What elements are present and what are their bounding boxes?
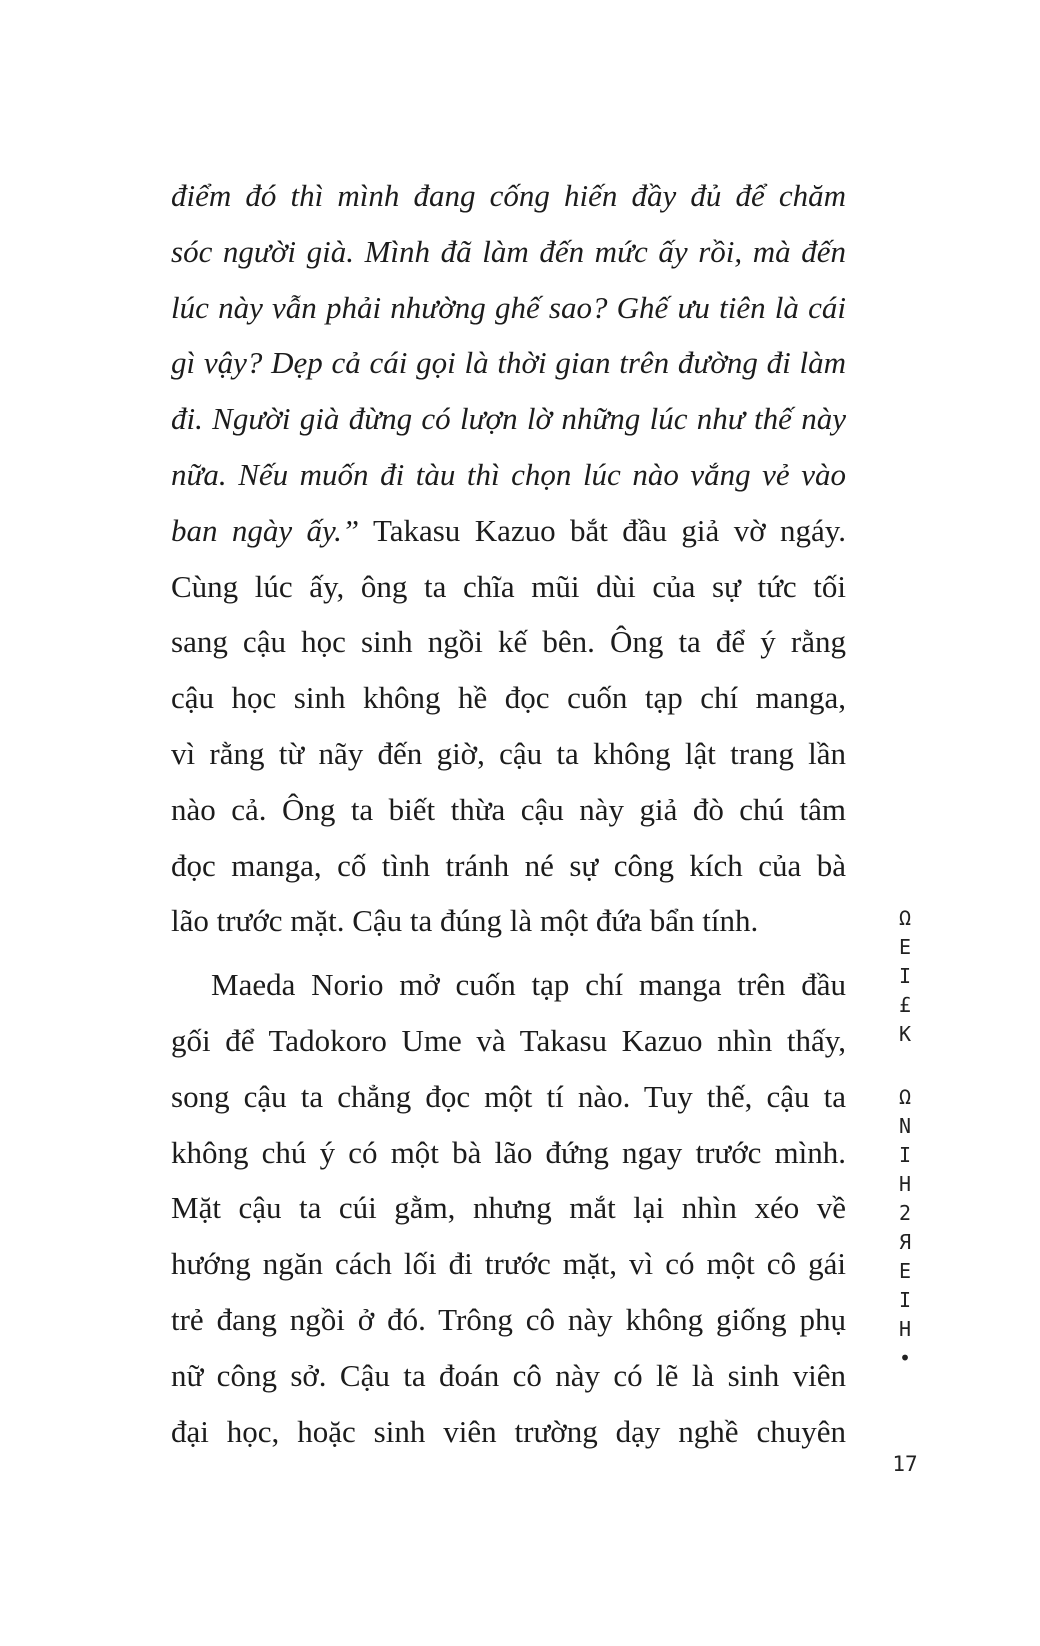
paragraph-gap [171,949,846,957]
running-head-glyph: Я [898,1230,912,1254]
running-head-glyph: Ω [898,906,912,930]
running-head-glyph: H [898,1172,912,1196]
page-number: 17 [892,1452,918,1476]
text-line: gối để Tadokoro Ume và Takasu Kazuo nhìn thấy, [171,1022,846,1058]
text-line: gì vậy? Dẹp cả cái gọi là thời gian trên đường đi làm [171,345,846,381]
running-head-glyph: N [898,1114,912,1138]
running-head-glyph: Ω [898,1085,912,1109]
running-head-glyph: 2 [898,1201,912,1225]
text-line: nào cả. Ông ta biết thừa cậu này giả đò chú tâm [171,791,846,827]
running-head-glyph: E [898,1259,912,1283]
text-line: hướng ngăn cách lối đi trước mặt, vì có một cô gái [171,1246,846,1282]
text-line: Mặt cậu ta cúi gằm, nhưng mắt lại nhìn xéo về [171,1190,846,1226]
text-line: đại học, hoặc sinh viên trường dạy nghề chuyên [171,1413,846,1449]
running-head-glyph: K [898,1022,912,1046]
text-line: sang cậu học sinh ngồi kế bên. Ông ta để ý rằng [171,624,846,660]
paragraph-2 [171,957,846,1459]
text-line: song cậu ta chẳng đọc một tí nào. Tuy thế, cậu ta [171,1078,846,1114]
running-head-glyph: I [898,1288,912,1312]
text-line: sóc người già. Mình đã làm đến mức ấy rồi, mà đến [171,233,846,269]
text-line: nữa. Nếu muốn đi tàu thì chọn lúc nào vắng vẻ vào [171,456,846,492]
text-line: lúc này vẫn phải nhường ghế sao? Ghế ưu tiên là cái [171,289,846,325]
text-line: không chú ý có một bà lão đứng ngay trước mình. [171,1134,846,1170]
running-head-glyph: E [898,935,912,959]
text-line: lão trước mặt. Cậu ta đúng là một đứa bẩn tính. [171,903,759,939]
running-head-glyph: I [898,964,912,988]
text-line: đọc manga, cố tình tránh né sự công kích của bà [171,847,846,883]
running-head-glyph: £ [898,993,912,1017]
text-line: điểm đó thì mình đang cống hiến đầy đủ để chăm [171,178,846,213]
running-head [890,904,920,1373]
text-line: cậu học sinh không hề đọc cuốn tạp chí manga, [171,680,846,716]
running-head-glyph: I [898,1143,912,1167]
text-line: nữ công sở. Cậu ta đoán cô này có lẽ là sinh viên [171,1357,846,1393]
text-line: Cùng lúc ấy, ông ta chĩa mũi dùi của sự tức tối [171,568,846,604]
text-line: ban ngày ấy.” Takasu Kazuo bắt đầu giả vờ ngáy. [171,512,846,548]
text-line: trẻ đang ngồi ở đó. Trông cô này không giống phụ [171,1301,846,1337]
running-head-glyph: • [898,1346,912,1370]
text-line: Maeda Norio mở cuốn tạp chí manga trên đầu [211,967,846,1003]
paragraph-1 [171,168,846,949]
text-line: vì rằng từ nãy đến giờ, cậu ta không lật trang lần [171,735,846,771]
running-head-glyph: H [898,1317,912,1341]
text-line: đi. Người già đừng có lượn lờ những lúc như thế này [171,401,846,437]
page-body-text [171,168,846,1459]
